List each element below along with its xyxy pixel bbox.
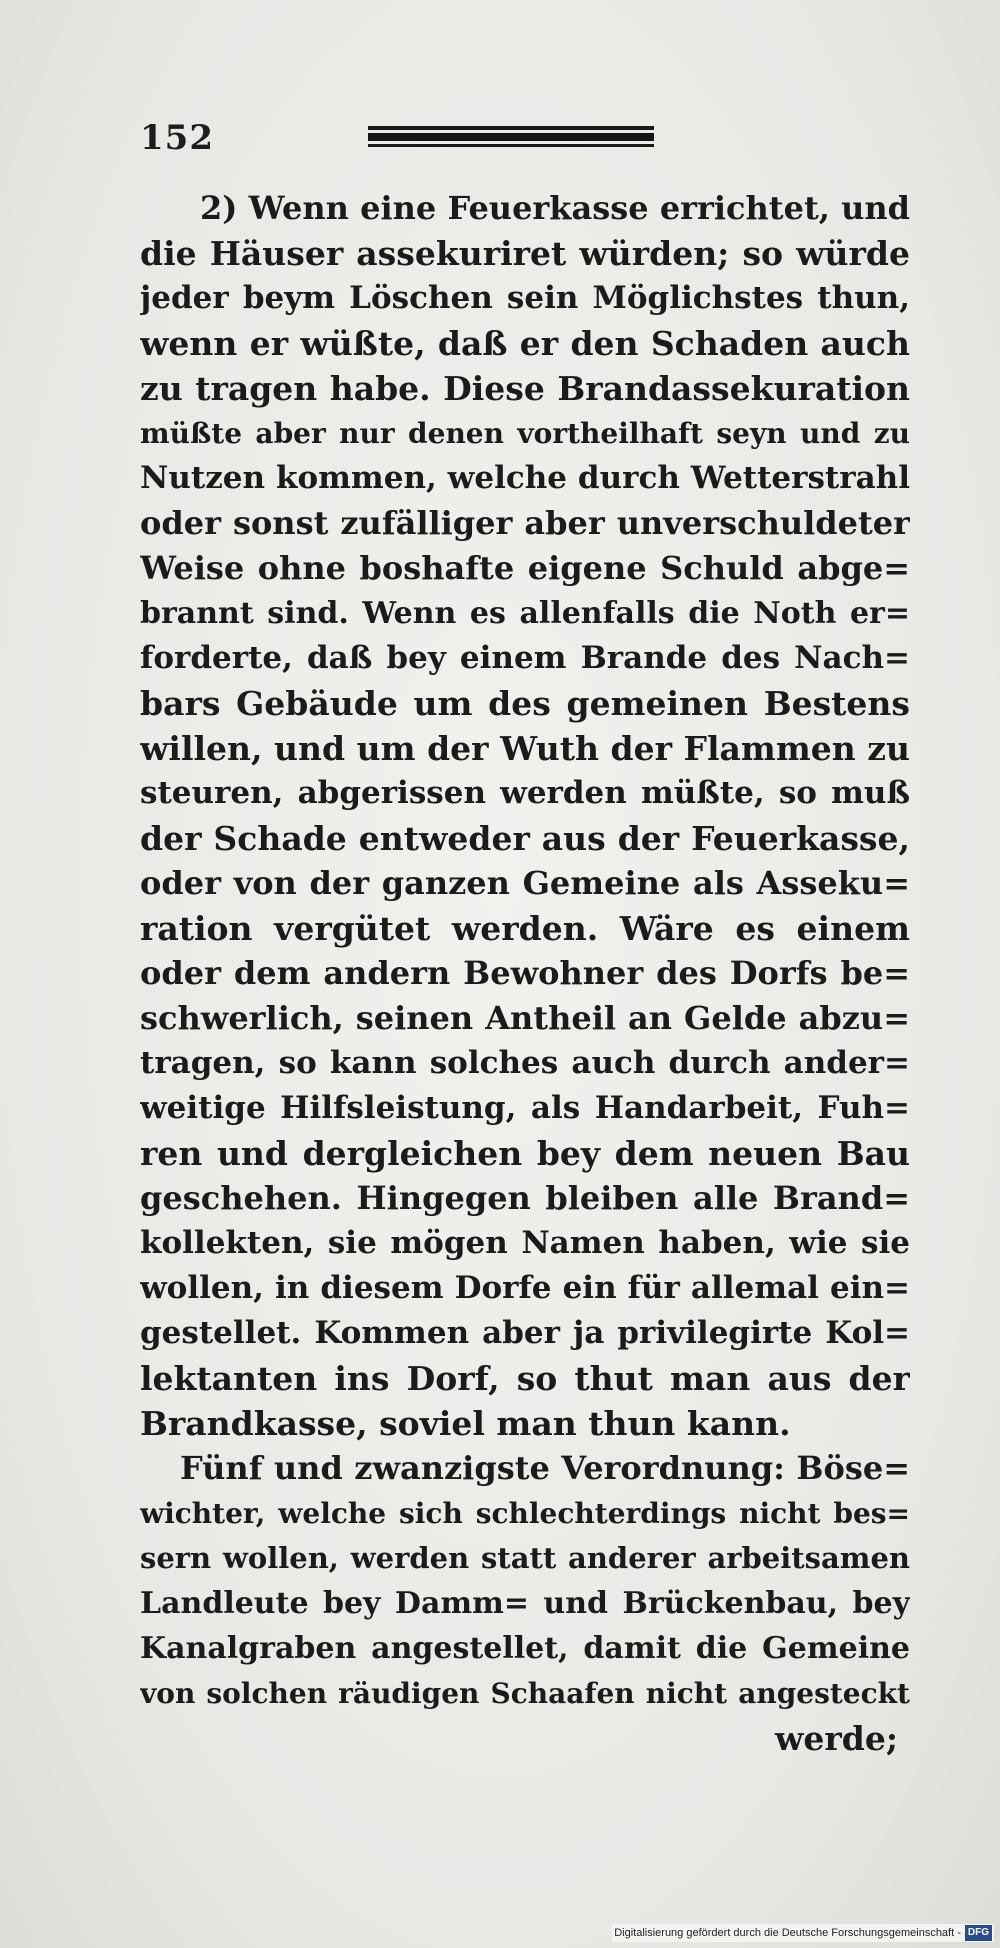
text-line: Weise ohne boshafte eigene Schuld abge=	[140, 549, 910, 587]
text-line: kollekten, sie mögen Namen haben, wie sie	[140, 1225, 910, 1261]
text-line: Brandkasse, soviel man thun kann.	[140, 1404, 791, 1443]
text-line: die Häuser assekuriret würden; so würde	[140, 234, 910, 273]
text-line: tragen, so kann solches auch durch ander=	[140, 1045, 910, 1081]
text-line: wichter, welche sich schlechterdings nicht bes=	[140, 1497, 910, 1530]
text-line: bars Gebäude um des gemeinen Bestens	[140, 684, 910, 723]
body-text	[140, 186, 910, 1761]
text-line: oder von der ganzen Gemeine als Asseku=	[140, 864, 910, 902]
text-line: Nutzen kommen, welche durch Wetterstrahl	[140, 460, 910, 496]
text-line: gestellet. Kommen aber ja privilegirte Kol=	[140, 1315, 910, 1351]
header-rule	[368, 126, 654, 148]
text-line: steuren, abgerissen werden müßte, so muß	[140, 775, 910, 811]
text-line: ration vergütet werden. Wäre es einem	[140, 909, 910, 948]
dfg-logo: DFG	[965, 1925, 992, 1941]
text-line: der Schade entweder aus der Feuerkasse,	[140, 819, 910, 858]
section-heading-line: Fünf und zwanzigste Verordnung: Böse=	[180, 1449, 910, 1487]
rule-line-bottom	[368, 144, 654, 147]
digitization-footer	[612, 1924, 994, 1942]
text-line: schwerlich, seinen Antheil an Gelde abzu=	[140, 999, 910, 1037]
text-line: Landleute bey Damm= und Brückenbau, bey	[140, 1586, 910, 1621]
text-line: wollen, in diesem Dorfe ein für allemal ein=	[140, 1270, 910, 1306]
text-line: von solchen räudigen Schaafen nicht angesteckt	[140, 1677, 910, 1710]
text-line: zu tragen habe. Diese Brandassekuration	[140, 369, 910, 408]
footer-text: Digitalisierung gefördert durch die Deutsche Forschungsgemeinschaft -	[614, 1927, 961, 1939]
text-line: oder sonst zufälliger aber unverschuldeter	[140, 504, 910, 542]
text-line: 2) Wenn eine Feuerkasse errichtet, und	[200, 189, 910, 227]
rule-line-middle	[368, 133, 654, 141]
catchword: werde;	[774, 1719, 898, 1758]
text-line: ren und dergleichen bey dem neuen Bau	[140, 1134, 910, 1173]
text-line: lektanten ins Dorf, so thut man aus der	[140, 1359, 910, 1398]
text-line: weitige Hilfsleistung, als Handarbeit, Fuh=	[140, 1090, 910, 1126]
page-number: 152	[140, 118, 214, 158]
text-line: jeder beym Löschen sein Möglichstes thun,	[140, 280, 910, 316]
rule-line-top	[368, 126, 654, 130]
text-line: sern wollen, werden statt anderer arbeitsamen	[140, 1541, 910, 1575]
text-line: müßte aber nur denen vortheilhaft seyn und zu	[140, 417, 910, 450]
text-line: wenn er wüßte, daß er den Schaden auch	[140, 324, 910, 363]
text-line: willen, und um der Wuth der Flammen zu	[140, 729, 910, 768]
text-line: forderte, daß bey einem Brande des Nach=	[140, 640, 910, 676]
text-line: brannt sind. Wenn es allenfalls die Noth er=	[140, 596, 910, 631]
text-line: oder dem andern Bewohner des Dorfs be=	[140, 954, 910, 992]
text-line: geschehen. Hingegen bleiben alle Brand=	[140, 1179, 910, 1217]
text-line: Kanalgraben angestellet, damit die Gemeine	[140, 1631, 910, 1666]
